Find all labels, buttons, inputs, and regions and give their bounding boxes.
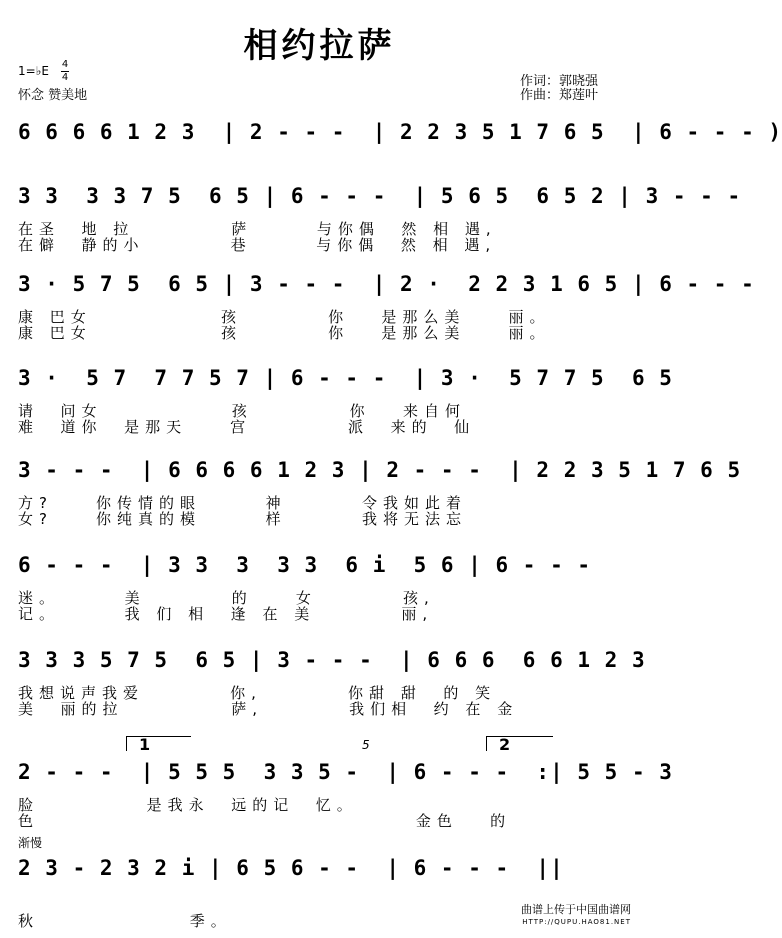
lyric-verse-2: 难 道你 是那天 宫 派 来的 仙 bbox=[18, 418, 476, 436]
watermark-url: HTTP://QUPU.HAO81.NET bbox=[522, 918, 631, 926]
system-8 bbox=[0, 735, 673, 830]
lyric-verse-1: 康 巴女 孩 你 是那么美 丽。 bbox=[18, 308, 551, 326]
volta-1-number: 1 bbox=[139, 735, 151, 754]
volta-2 bbox=[486, 735, 553, 754]
system-3 bbox=[0, 272, 755, 342]
notes-line: 3 · 5 7 7 7 5 7 | 6 - - - | 3 · 5 7 7 5 6 5 bbox=[18, 366, 673, 390]
notes-line: 2 - - - | 5 5 5 3 3 5 - | 6 - - - :| 5 5 - 3 bbox=[18, 760, 673, 784]
time-signature bbox=[61, 60, 69, 83]
lyricist: 作词：郭晓强 bbox=[520, 74, 599, 89]
notes-line: 2 3 - 2 3 2 i | 6 5 6 - - | 6 - - - || bbox=[18, 856, 564, 880]
notes-line: 3 · 5 7 5 6 5 | 3 - - - | 2 · 2 2 3 1 6 5 | 6 - - - bbox=[18, 272, 755, 296]
lyric-verse-1: 我想说声我爱 你, 你甜 甜 的 笑 bbox=[18, 684, 497, 702]
lyric-verse-1: 秋 季。 bbox=[18, 912, 232, 930]
lyric-verse-2: 美 丽的拉 萨, 我们相 约 在 金 bbox=[18, 700, 519, 718]
lyric-verse-2: 记。 我 们 相 逢 在 美 丽, bbox=[18, 605, 434, 623]
mood-marking: 怀念 赞美地 bbox=[18, 88, 88, 103]
system-4 bbox=[0, 366, 673, 436]
measure-marker: 5 bbox=[362, 738, 370, 752]
key-signature: 1=♭E bbox=[18, 64, 49, 78]
tempo-marking: 渐慢 bbox=[18, 836, 43, 850]
composer: 作曲：郑莲叶 bbox=[520, 88, 599, 103]
watermark bbox=[521, 904, 631, 928]
lyric-verse-2: 康 巴女 孩 你 是那么美 丽。 bbox=[18, 324, 551, 342]
system-7 bbox=[0, 648, 646, 718]
lyric-verse-1: 请 问女 孩 你 来自何 bbox=[18, 402, 466, 420]
notes-line: 3 3 3 3 7 5 6 5 | 6 - - - | 5 6 5 6 5 2 | 3 - - - bbox=[18, 184, 742, 208]
lyric-verse-1: 方? 你传情的眼 神 令我如此着 bbox=[18, 494, 468, 512]
volta-1 bbox=[126, 735, 191, 754]
lyric-verse-2: 在僻 静的小 巷 与你偶 然 相 遇, bbox=[18, 236, 497, 254]
song-title: 相约拉萨 bbox=[243, 26, 396, 66]
notes-line: 6 6 6 6 1 2 3 | 2 - - - | 2 2 3 5 1 7 6 5 | 6 - - - ) bbox=[18, 120, 782, 144]
system-1 bbox=[0, 120, 782, 170]
notes-line: 3 3 3 5 7 5 6 5 | 3 - - - | 6 6 6 6 6 1 2 3 bbox=[18, 648, 646, 672]
notes-line: 6 - - - | 3 3 3 3 3 6 i 5 6 | 6 - - - bbox=[18, 553, 592, 577]
system-6 bbox=[0, 553, 639, 623]
notes-line: 3 - - - | 6 6 6 6 1 2 3 | 2 - - - | 2 2 3 5 1 7 6 5 bbox=[18, 458, 742, 482]
time-denominator: 4 bbox=[61, 72, 69, 83]
lyric-verse-1: 迷。 美 的 女 孩, bbox=[18, 589, 435, 607]
lyric-verse-1: 在圣 地 拉 萨 与你偶 然 相 遇, bbox=[18, 220, 497, 238]
volta-2-number: 2 bbox=[499, 735, 511, 754]
time-numerator: 4 bbox=[61, 59, 69, 70]
lyric-verse-1: 脸 是我永 远的记 忆。 bbox=[18, 796, 358, 814]
lyric-verse-2: 色 金色 的 bbox=[18, 812, 512, 830]
system-2 bbox=[0, 184, 742, 254]
lyric-verse-2: 女? 你纯真的模 样 我将无法忘 bbox=[18, 510, 468, 528]
system-5 bbox=[0, 458, 742, 528]
watermark-text: 曲谱上传于中国曲谱网 bbox=[521, 903, 631, 916]
